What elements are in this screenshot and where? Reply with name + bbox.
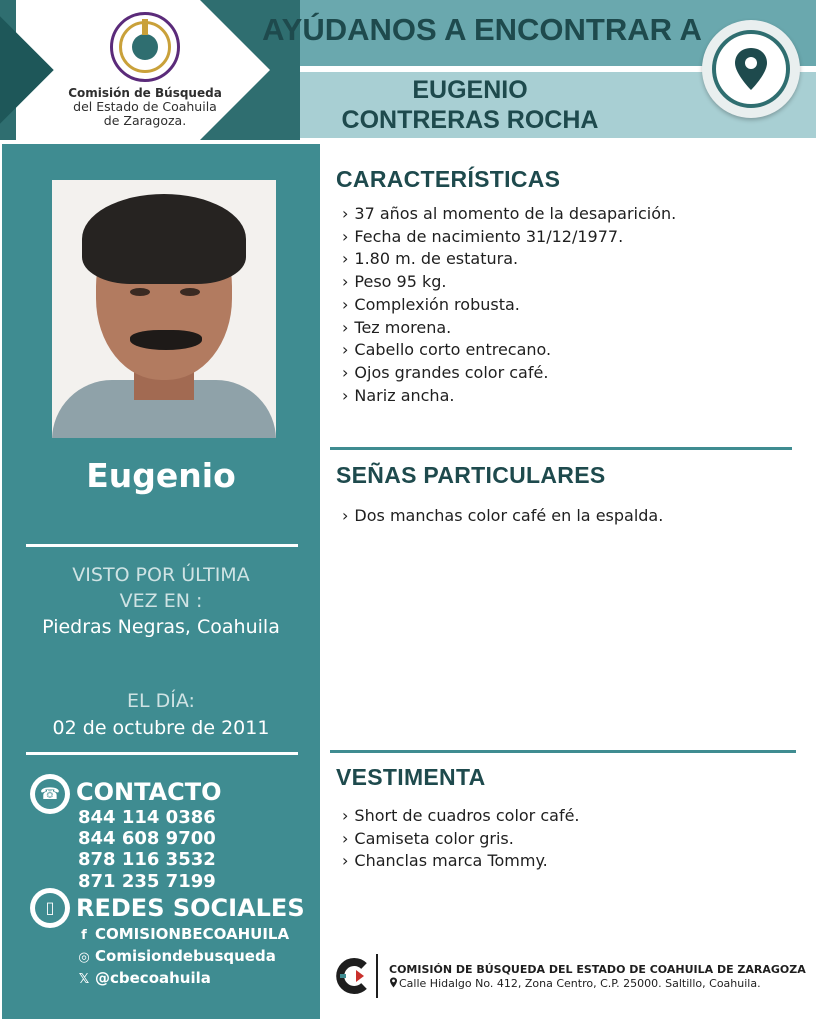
divider <box>26 544 298 547</box>
social-handle: COMISIONBECOAHUILA <box>95 925 290 943</box>
org-name-line-3: de Zaragoza. <box>103 113 187 128</box>
contact-heading: CONTACTO <box>76 778 222 806</box>
contact-phone[interactable]: 844 608 9700 <box>78 828 216 849</box>
map-pin-icon <box>716 34 786 104</box>
commission-c-logo <box>334 958 370 994</box>
contact-phone[interactable]: 871 235 7199 <box>78 871 216 892</box>
instagram-icon: ◎ <box>78 950 90 965</box>
clothing-title: VESTIMENTA <box>336 764 486 790</box>
date-label: EL DÍA: <box>127 690 195 712</box>
list-item: › 37 años al momento de la desaparición. <box>342 203 676 226</box>
person-name-last: CONTRERAS ROCHA <box>341 106 599 134</box>
location-pin-icon <box>389 977 398 988</box>
location-badge <box>702 20 800 118</box>
last-seen-place: Piedras Negras, Coahuila <box>42 616 280 638</box>
list-item: › Cabello corto entrecano. <box>342 339 676 362</box>
section-divider <box>330 447 792 450</box>
social-instagram[interactable] <box>76 947 276 965</box>
footer-divider <box>376 954 378 998</box>
commission-seal-logo <box>110 12 180 82</box>
clothing-list <box>342 805 580 873</box>
contact-phone[interactable]: 878 116 3532 <box>78 849 216 870</box>
person-photo <box>52 180 276 438</box>
social-facebook[interactable] <box>76 925 289 943</box>
characteristics-title: CARACTERÍSTICAS <box>336 166 561 192</box>
list-item: › Peso 95 kg. <box>342 271 676 294</box>
social-x[interactable] <box>76 969 211 987</box>
social-handle: @cbecoahuila <box>95 969 211 987</box>
smartphone-icon: ▯ <box>30 888 70 928</box>
person-first-name: Eugenio <box>86 456 236 495</box>
divider <box>26 752 298 755</box>
contact-phone[interactable]: 844 114 0386 <box>78 807 216 828</box>
left-panel <box>2 144 320 1019</box>
list-item: › Camiseta color gris. <box>342 828 580 851</box>
last-seen-label-1: VISTO POR ÚLTIMA <box>72 564 250 586</box>
list-item: › Fecha de nacimiento 31/12/1977. <box>342 226 676 249</box>
social-handle: Comisiondebusqueda <box>95 947 276 965</box>
phone-icon: ☎ <box>30 774 70 814</box>
characteristics-list <box>342 203 676 407</box>
list-item: › Chanclas marca Tommy. <box>342 850 580 873</box>
section-divider <box>330 750 796 753</box>
list-item: › 1.80 m. de estatura. <box>342 248 676 271</box>
person-name-first: EUGENIO <box>412 76 528 104</box>
poster-title: AYÚDANOS A ENCONTRAR A <box>262 12 702 47</box>
footer-address-text: Calle Hidalgo No. 412, Zona Centro, C.P. 25000. Saltillo, Coahuila. <box>399 977 761 990</box>
particular-signs-list <box>342 505 663 528</box>
list-item: › Complexión robusta. <box>342 294 676 317</box>
list-item: › Tez morena. <box>342 317 676 340</box>
footer-address <box>389 977 761 990</box>
last-seen-label-2: VEZ EN : <box>119 590 203 612</box>
date-value: 02 de octubre de 2011 <box>52 717 270 739</box>
list-item: › Ojos grandes color café. <box>342 362 676 385</box>
list-item: › Nariz ancha. <box>342 385 676 408</box>
footer-org-name: COMISIÓN DE BÚSQUEDA DEL ESTADO DE COAHUILA DE ZARAGOZA <box>389 963 806 976</box>
list-item: › Dos manchas color café en la espalda. <box>342 505 663 528</box>
social-heading: REDES SOCIALES <box>76 894 305 922</box>
org-name-line-1: Comisión de Búsqueda <box>68 86 222 100</box>
x-icon: 𝕏 <box>78 972 90 987</box>
header <box>0 0 816 140</box>
list-item: › Short de cuadros color café. <box>342 805 580 828</box>
particular-signs-title: SEÑAS PARTICULARES <box>336 462 606 488</box>
facebook-icon: f <box>81 928 87 943</box>
org-name-line-2: del Estado de Coahuila <box>73 99 217 114</box>
